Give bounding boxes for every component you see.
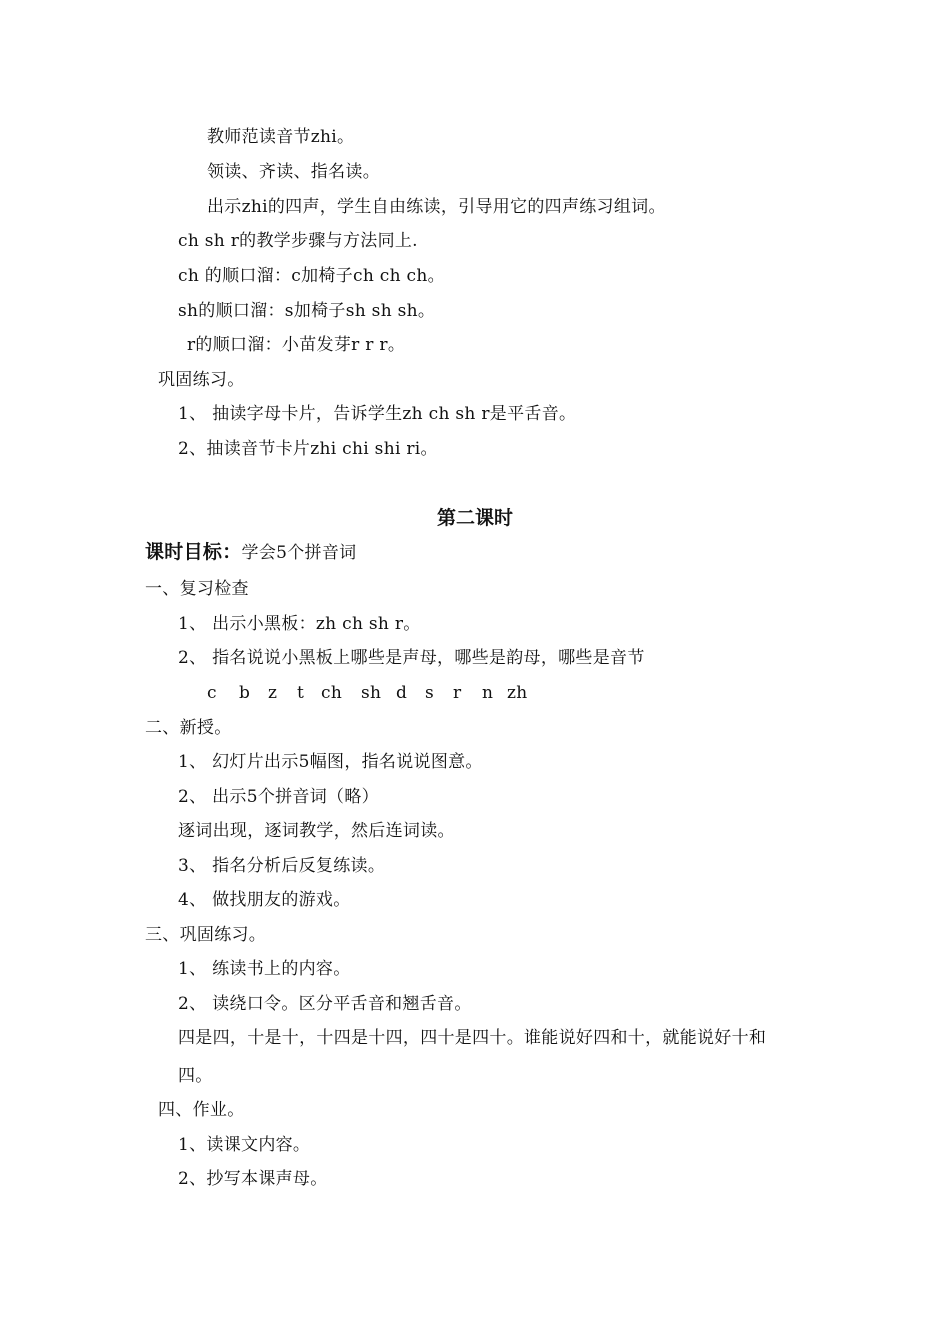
letter-row [207, 682, 528, 704]
list-item: 2、抄写本课声母。 [178, 1169, 328, 1189]
list-item: 2、 读绕口令。区分平舌音和翘舌音。 [178, 994, 472, 1014]
letter: n [482, 683, 494, 703]
list-item: 2、 指名说说小黑板上哪些是声母，哪些是韵母，哪些是音节 [178, 648, 645, 668]
letter: z [268, 683, 278, 703]
text-line: r的顺口溜：小苗发芽r r r。 [187, 335, 406, 355]
section-heading: 四、作业。 [158, 1100, 245, 1120]
text-line: 逐词出现，逐词教学，然后连词读。 [178, 821, 455, 841]
lesson-title: 第二课时 [436, 507, 513, 529]
list-item: 1、 出示小黑板：zh ch sh r。 [178, 614, 421, 634]
text-line: 教师范读音节zhi。 [207, 127, 355, 147]
letter: r [453, 683, 462, 703]
letter: zh [507, 683, 528, 703]
section-heading: 一、复习检查 [145, 579, 249, 599]
text-line: ch sh r的教学步骤与方法同上. [178, 231, 418, 251]
list-item: 1、读课文内容。 [178, 1135, 311, 1155]
list-item: 2、 出示5个拼音词（略） [178, 787, 379, 807]
text-line: 领读、齐读、指名读。 [207, 162, 380, 182]
letter: d [396, 683, 408, 703]
letter: ch [321, 683, 343, 703]
goal-label: 课时目标： [145, 541, 242, 563]
tongue-twister-line: 四是四，十是十，十四是十四，四十是四十。谁能说好四和十，就能说好十和 [178, 1028, 767, 1048]
tongue-twister-line: 四。 [178, 1066, 213, 1086]
list-item: 1、 练读书上的内容。 [178, 959, 351, 979]
text-line: sh的顺口溜：s加椅子sh sh sh。 [178, 301, 436, 321]
section-heading: 巩固练习。 [158, 370, 245, 390]
lesson-goal [145, 541, 356, 564]
section-heading: 二、新授。 [145, 718, 232, 738]
section-heading: 三、巩固练习。 [145, 925, 267, 945]
text-line: ch 的顺口溜：c加椅子ch ch ch。 [178, 266, 445, 286]
list-item: 4、 做找朋友的游戏。 [178, 890, 351, 910]
list-item: 2、抽读音节卡片zhi chi shi ri。 [178, 439, 438, 459]
list-item: 3、 指名分析后反复练读。 [178, 856, 386, 876]
goal-text: 学会5个拼音词 [241, 543, 357, 563]
letter: b [239, 683, 251, 703]
text-line: 出示zhi的四声，学生自由练读，引导用它的四声练习组词。 [207, 197, 666, 217]
list-item: 1、 幻灯片出示5幅图，指名说说图意。 [178, 752, 483, 772]
letter: c [207, 683, 217, 703]
letter: sh [361, 683, 382, 703]
list-item: 1、 抽读字母卡片，告诉学生zh ch sh r是平舌音。 [178, 404, 577, 424]
letter: s [425, 683, 435, 703]
letter: t [297, 683, 305, 703]
